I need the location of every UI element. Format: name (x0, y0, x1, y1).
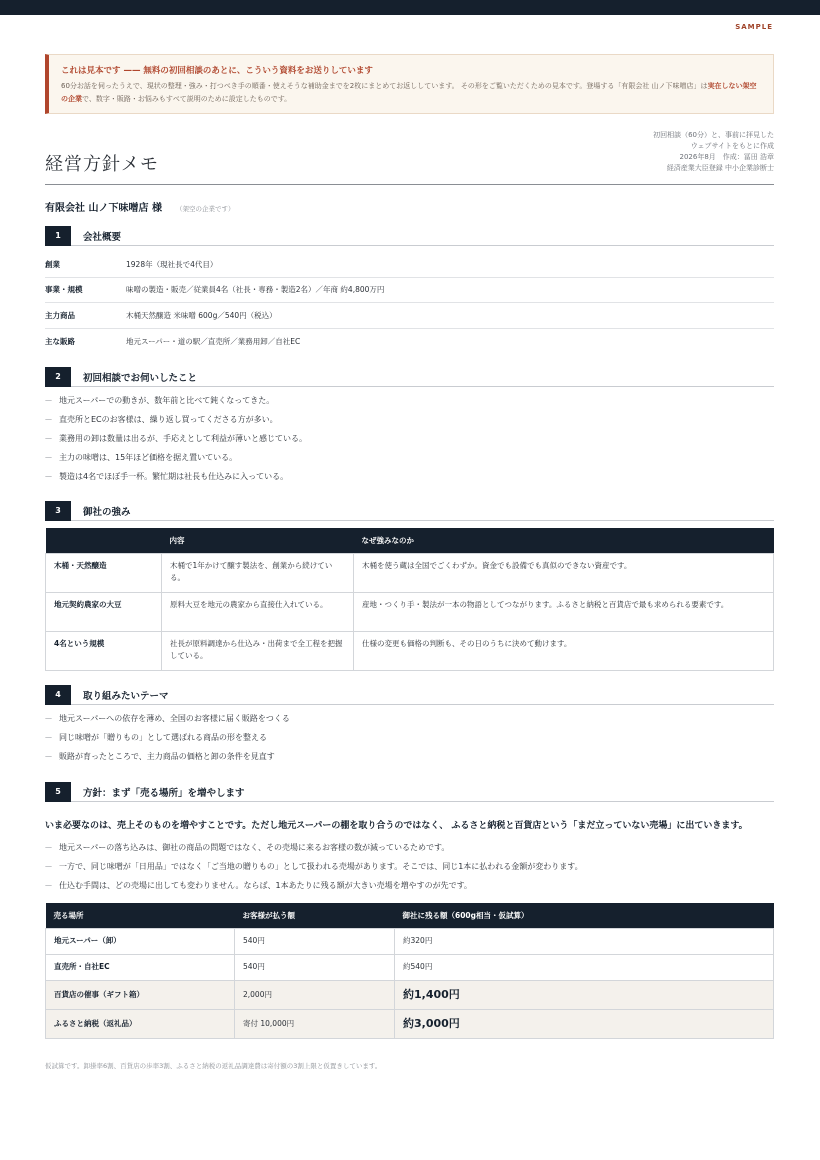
sample-label: SAMPLE (735, 23, 773, 31)
sample-notice (45, 54, 774, 114)
client-name (45, 199, 234, 214)
strength-label: 地元契約農家の大豆 (46, 592, 162, 631)
overview-label: 創業 (45, 259, 60, 269)
section-header (45, 226, 774, 246)
top-bar (0, 0, 820, 15)
table-row (46, 954, 774, 980)
section-title: 取り組みたいテーマ (83, 690, 169, 702)
section-number: 2 (45, 367, 71, 387)
list-item: — 業務用の卸は数量は出るが、手応えとして利益が薄いと感じている。 (45, 429, 774, 448)
table-header: 売る場所 (46, 903, 235, 928)
list-item: — 同じ味噌が「贈りもの」として選ばれる商品の形を整える (45, 728, 774, 747)
list-item: — 地元スーパーでの動きが、数年前と比べて鈍くなってきた。 (45, 391, 774, 410)
list-item: — 地元スーパーの落ち込みは、御社の商品の問題ではなく、その売場に来るお客様の数が減っているためです。 (45, 838, 774, 857)
table-header-row (46, 528, 774, 553)
strength-content: 原料大豆を地元の農家から直接仕入れている。 (162, 592, 354, 631)
channel-name: 地元スーパー（卸） (46, 928, 235, 954)
document-meta (653, 130, 774, 174)
section-themes (45, 685, 774, 766)
customer-price: 540円 (235, 928, 395, 954)
strength-label: 4名という規模 (46, 631, 162, 670)
strengths-table (45, 528, 774, 671)
table-row (46, 928, 774, 954)
table-row-highlighted (46, 980, 774, 1009)
policy-list (45, 838, 774, 895)
list-item: — 販路が育ったところで、主力商品の価格と卸の条件を見直す (45, 747, 774, 766)
table-row (46, 553, 774, 592)
overview-row (45, 303, 774, 329)
notice-title: これは見本です —— 無料の初回相談のあとに、こういう資料をお送りしています (61, 66, 373, 76)
section-header (45, 685, 774, 705)
table-header (46, 528, 162, 553)
notice-body-part-2: で、数字・販路・お悩みもすべて説明のために設定したものです。 (82, 95, 292, 103)
consultation-list (45, 391, 774, 486)
list-item: — 一方で、同じ味噌が「日用品」ではなく「ご当地の贈りもの」として扱われる売場があります。そこでは、同じ1本に払われる金額が変わります。 (45, 857, 774, 876)
retained-amount: 約1,400円 (395, 980, 774, 1009)
overview-row (45, 252, 774, 278)
overview-value: 木桶天然醸造 米味噌 600g／540円（税込） (126, 310, 277, 320)
customer-price: 2,000円 (235, 980, 395, 1009)
notice-emphasis: 実在しない架空の企業 (61, 82, 757, 103)
overview-label: 主な販路 (45, 336, 75, 346)
policy-lead: いま必要なのは、売上そのものを増やすことです。ただし地元スーパーの棚を取り合うのではなく、 ふるさと納税と百貨店という「まだ立っていない売場」に出ていきます。 (45, 821, 748, 831)
section-title: 初回相談でお伺いしたこと (83, 372, 198, 384)
table-header: お客様が払う額 (235, 903, 395, 928)
meta-date-author: 2026年8月 作成：冨田 浩章 (679, 153, 774, 161)
table-header-row (46, 903, 774, 928)
section-policy (45, 782, 774, 1039)
overview-row (45, 278, 774, 304)
section-header (45, 782, 774, 802)
list-item: — 地元スーパーへの依存を薄め、全国のお客様に届く販路をつくる (45, 709, 774, 728)
table-row (46, 631, 774, 670)
section-header (45, 501, 774, 521)
section-number: 3 (45, 501, 71, 521)
list-item: — 主力の味噌は、15年ほど価格を据え置いている。 (45, 448, 774, 467)
channel-name: ふるさと納税（返礼品） (46, 1009, 235, 1038)
list-item: — 仕込む手間は、どの売場に出しても変わりません。ならば、1本あたりに残る額が大きい売場を増やすのが先です。 (45, 876, 774, 895)
section-title: 御社の強み (83, 506, 131, 518)
customer-price: 540円 (235, 954, 395, 980)
meta-credential: 経済産業大臣登録 中小企業診断士 (666, 164, 774, 172)
overview-label: 主力商品 (45, 310, 75, 320)
table-header: 御社に残る額（600g相当・仮試算） (395, 903, 774, 928)
section-title: 会社概要 (83, 231, 122, 243)
client-note: （架空の企業です） (175, 205, 235, 213)
overview-value: 味噌の製造・販売／従業員4名（社長・専務・製造2名）／年商 約4,800万円 (126, 285, 385, 295)
strength-reason: 産地・つくり手・製法が一本の物語としてつながります。ふるさと納税と百貨店で最も求められる要素です。 (354, 592, 774, 631)
overview-value: 地元スーパー・道の駅／直売所／業務用卸／自社EC (126, 336, 301, 346)
section-strengths (45, 501, 774, 671)
strength-label: 木桶・天然醸造 (46, 553, 162, 592)
notice-body (61, 80, 761, 106)
themes-list (45, 709, 774, 766)
retained-amount: 約320円 (395, 928, 774, 954)
table-header: 内容 (162, 528, 354, 553)
section-consultation-notes (45, 367, 774, 486)
overview-row (45, 329, 774, 355)
table-row (46, 592, 774, 631)
table-row-highlighted (46, 1009, 774, 1038)
strength-content: 社長が原料調達から仕込み・出荷まで全工程を把握している。 (162, 631, 354, 670)
overview-label: 事業・規模 (45, 285, 83, 295)
strength-reason: 木桶を使う蔵は全国でごくわずか。資金でも設備でも真似のできない資産です。 (354, 553, 774, 592)
section-number: 1 (45, 226, 71, 246)
section-company-overview (45, 226, 774, 354)
client-name-text: 有限会社 山ノ下味噌店 様 (45, 203, 162, 214)
meta-line: 初回相談（60分）と、事前に拝見した (653, 131, 774, 139)
table-header: なぜ強みなのか (354, 528, 774, 553)
footnote: 仮試算です。卸掛率6割、百貨店の歩率3割、ふるさと納税の返礼品調達費は寄付額の3割上限と仮置きしています。 (45, 1062, 382, 1070)
list-item: — 製造は4名でほぼ手一杯。繁忙期は社長も仕込みに入っている。 (45, 467, 774, 486)
customer-price: 寄付 10,000円 (235, 1009, 395, 1038)
meta-line: ウェブサイトをもとに作成 (690, 142, 774, 150)
section-number: 4 (45, 685, 71, 705)
overview-value: 1928年（現社長で4代目） (126, 259, 218, 269)
section-title: 方針：まず「売る場所」を増やします (83, 787, 245, 799)
channel-name: 直売所・自社EC (46, 954, 235, 980)
channel-name: 百貨店の催事（ギフト箱） (46, 980, 235, 1009)
strength-reason: 仕様の変更も価格の判断も、その日のうちに決めて動けます。 (354, 631, 774, 670)
retained-amount: 約3,000円 (395, 1009, 774, 1038)
notice-body-part-1: 60分お話を伺ったうえで、現状の整理・強み・打つべき手の順番・使えそうな補助金までを2枚にまとめてお返ししています。 その形をご覧いただくための見本です。登場する「有限会社 山ノ下味噌店」は (61, 82, 708, 90)
overview-list (45, 252, 774, 354)
strength-content: 木桶で1年かけて醸す製法を、創業から続けている。 (162, 553, 354, 592)
retained-amount: 約540円 (395, 954, 774, 980)
sales-channel-table (45, 903, 774, 1039)
section-number: 5 (45, 782, 71, 802)
list-item: — 直売所とECのお客様は、繰り返し買ってくださる方が多い。 (45, 410, 774, 429)
title-divider (45, 184, 774, 185)
page-title: 経営方針メモ (45, 154, 159, 175)
section-header (45, 367, 774, 387)
